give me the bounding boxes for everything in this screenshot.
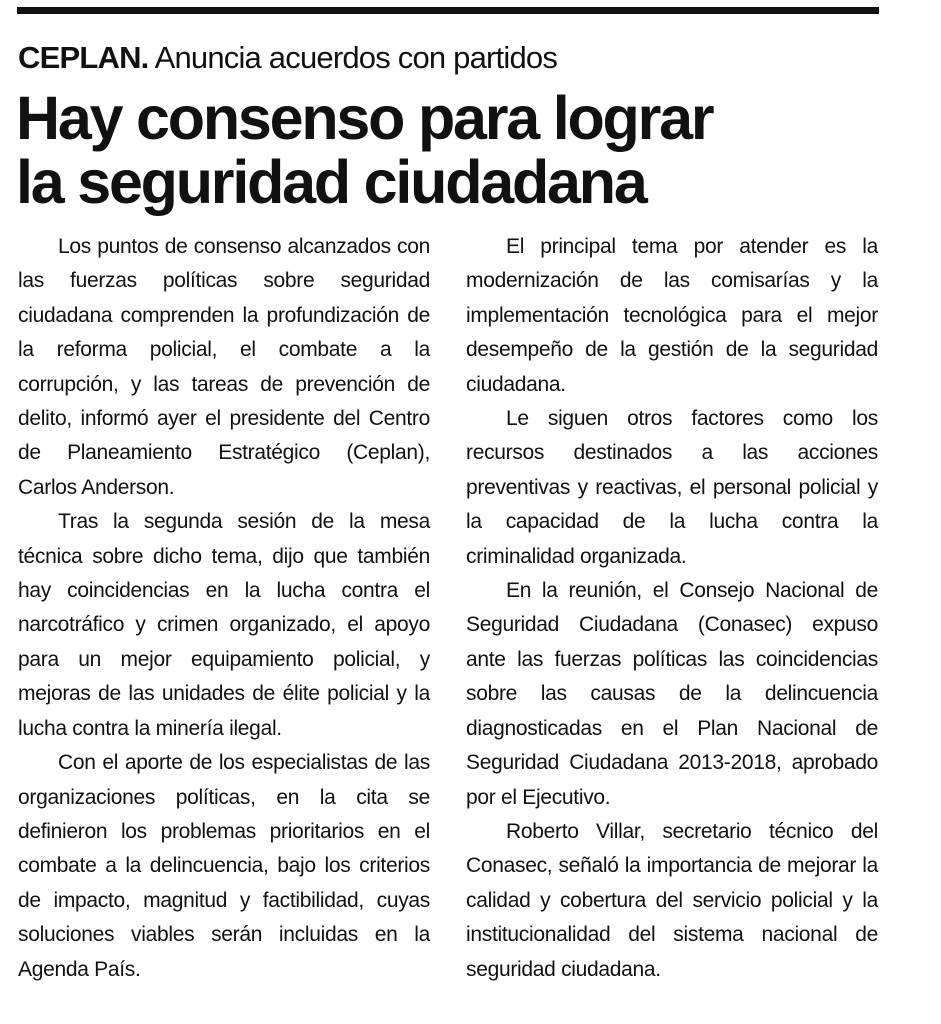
paragraph: En la reunión, el Consejo Nacional de Seguridad Ciudadana (Conasec) expuso ante las fuerzas políticas las coincidencias sobre las causas de la delincuencia diagnosticadas en el Plan Nacional de Seguridad Ciudadana 2013-2018, aprobado por el Ejecutivo. [466,579,878,809]
kicker [18,36,557,80]
headline-line-2: la seguridad ciudadana [16,148,646,216]
paragraph: Los puntos de consenso alcanzados con las fuerzas políticas sobre seguridad ciudadana comprenden la profundización de la reforma policial, el combate a la corrupción, y las tareas de prevención de delito, informó ayer el presidente del Centro de Planeamiento Estratégico (Ceplan), Carlos Anderson. [18,235,430,499]
kicker-text: Anuncia acuerdos con partidos [148,40,558,75]
headline-line-1: Hay consenso para lograr [16,84,713,152]
headline [16,86,712,214]
top-rule [17,7,879,14]
kicker-lead: CEPLAN. [18,40,149,75]
right-column [466,230,878,987]
paragraph: Tras la segunda sesión de la mesa técnica sobre dicho tema, dijo que también hay coincidencias en la lucha contra el narcotráfico y crimen organizado, el apoyo para un mejor equipamiento policial, y mejoras de las unidades de élite policial y la lucha contra la minería ilegal. [18,510,430,740]
paragraph: Le siguen otros factores como los recursos destinados a las acciones preventivas y reactivas, el personal policial y la capacidad de la lucha contra la criminalidad organizada. [466,407,878,568]
paragraph: El principal tema por atender es la modernización de las comisarías y la implementación tecnológica para el mejor desempeño de la gestión de la seguridad ciudadana. [466,235,878,396]
paragraph: Con el aporte de los especialistas de las organizaciones políticas, en la cita se definieron los problemas prioritarios en el combate a la delincuencia, bajo los criterios de impacto, magnitud y factibilidad, cuyas soluciones viables serán incluidas en la Agenda País. [18,751,430,981]
paragraph: Roberto Villar, secretario técnico del Conasec, señaló la importancia de mejorar la calidad y cobertura del servicio policial y la institucionalidad del sistema nacional de seguridad ciudadana. [466,819,878,981]
left-column [18,230,430,987]
